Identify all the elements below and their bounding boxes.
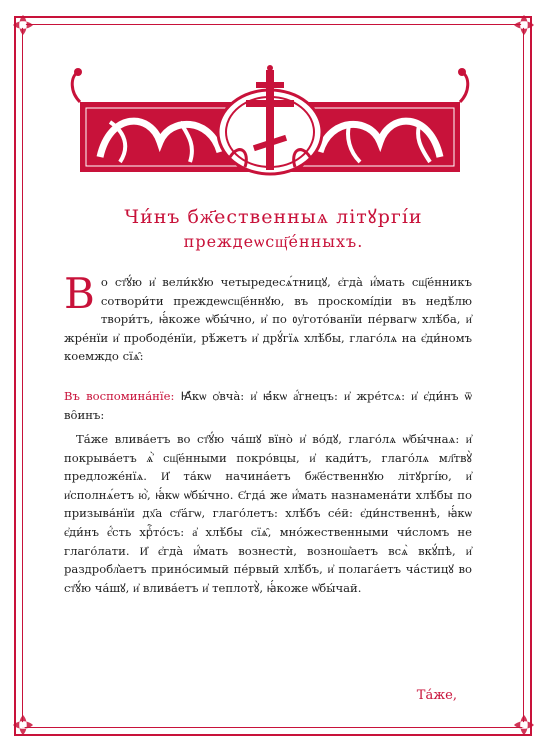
- ornament-corner-icon: [511, 12, 537, 38]
- paragraph-3: [64, 430, 472, 597]
- page-subtitle: преждеѡсщ҃е́нныхъ.: [183, 232, 364, 251]
- floral-headpiece: [70, 62, 470, 182]
- catchword: Та́же,: [416, 688, 457, 703]
- paragraph-2-rubric: Въ воспомина́нїе:: [64, 389, 175, 403]
- paragraph-3-text: Та́же влива́етъ во ст҃ꙋ́ю ча́шꙋ вїно̀ и҆ во́дꙋ, глаго́лѧ ѡ҆бы́чнаѧ: и҆ покрыва́етъ ѧ҆̀ сщ҃е́нными покро́вцы, и҆ кади́тъ, глаго́лѧ мл҃твꙋ̀ предложе́нїѧ. И҆ та́кѡ начина́етъ бж҃е́ственнꙋю літꙋргі́ю, и҆ и҆сполнѧ́етъ ю҆̀, ꙗ҆́кѡ ѡ҆бы́чно. Є҆гда́ же и҆́мать назнамена́ти хлѣ́бы по призыва́нїи дх҃а ст҃а́гѡ, глаго́летъ: хлѣ́бъ се́й: є҆ди́нственнѣ, ꙗ҆́кѡ є҆ди́нъ є҆́сть хрⷭ҇то́съ: а҆ хлѣ́бы сїѧ̑, мно́жественными чи́сломъ не глаго́лати. И҆ є҆гда̀ и҆́мать вознестѝ, вознош͛аетъ всѧ̀ вкꙋ́пѣ, и҆ раздробл͛аетъ прино́симый пе́рвый хлѣ́бъ, и҆ полага́етъ ча́стицꙋ во ст҃ꙋ́ю ча́шꙋ, и҆ влива́етъ и҆ теплотꙋ̀, ꙗ҆́коже ѡ҆бы́чай.: [64, 432, 472, 595]
- drop-cap: В: [64, 269, 95, 318]
- paragraph-1: [64, 269, 472, 366]
- ornament-corner-icon: [10, 12, 36, 38]
- paragraph-2-text: Ꙗ҆́кѡ ѻ҆вча̀: и҆ ꙗ҆́кѡ а҆́гнецъ: и҆ жре́тсѧ: и҆ є҆ди́нъ ѿ во̑инъ:: [64, 389, 473, 422]
- page-title: Чи́нъ бж҃ественныѧ літꙋргі́и: [124, 206, 423, 228]
- ornament-corner-icon: [511, 712, 537, 738]
- ornament-corner-icon: [10, 712, 36, 738]
- paragraph-2: [64, 387, 472, 424]
- paragraph-1-text: о ст҃ꙋ́ю и҆ вели́кꙋю четыредесѧ́тницꙋ, є҆гда̀ и҆́мать сщ҃е́нникъ сотвори́ти преждеѡсщ҃е́ннꙋю, въ проскомі́діи въ недѣ́лю твори́тъ, ꙗ҆́коже ѡ҆бы́чно, и҆ по ᲂу҆гото́ванїи пе́рвагѡ хлѣ́ба, и҆ жре́нїи и҆ прободе́нїи, рѣ́жетъ и҆ дрꙋ́гїѧ хлѣ́бы, глаго́лѧ на є҆ди́номъ коемждо сїѧ̑:: [64, 275, 472, 364]
